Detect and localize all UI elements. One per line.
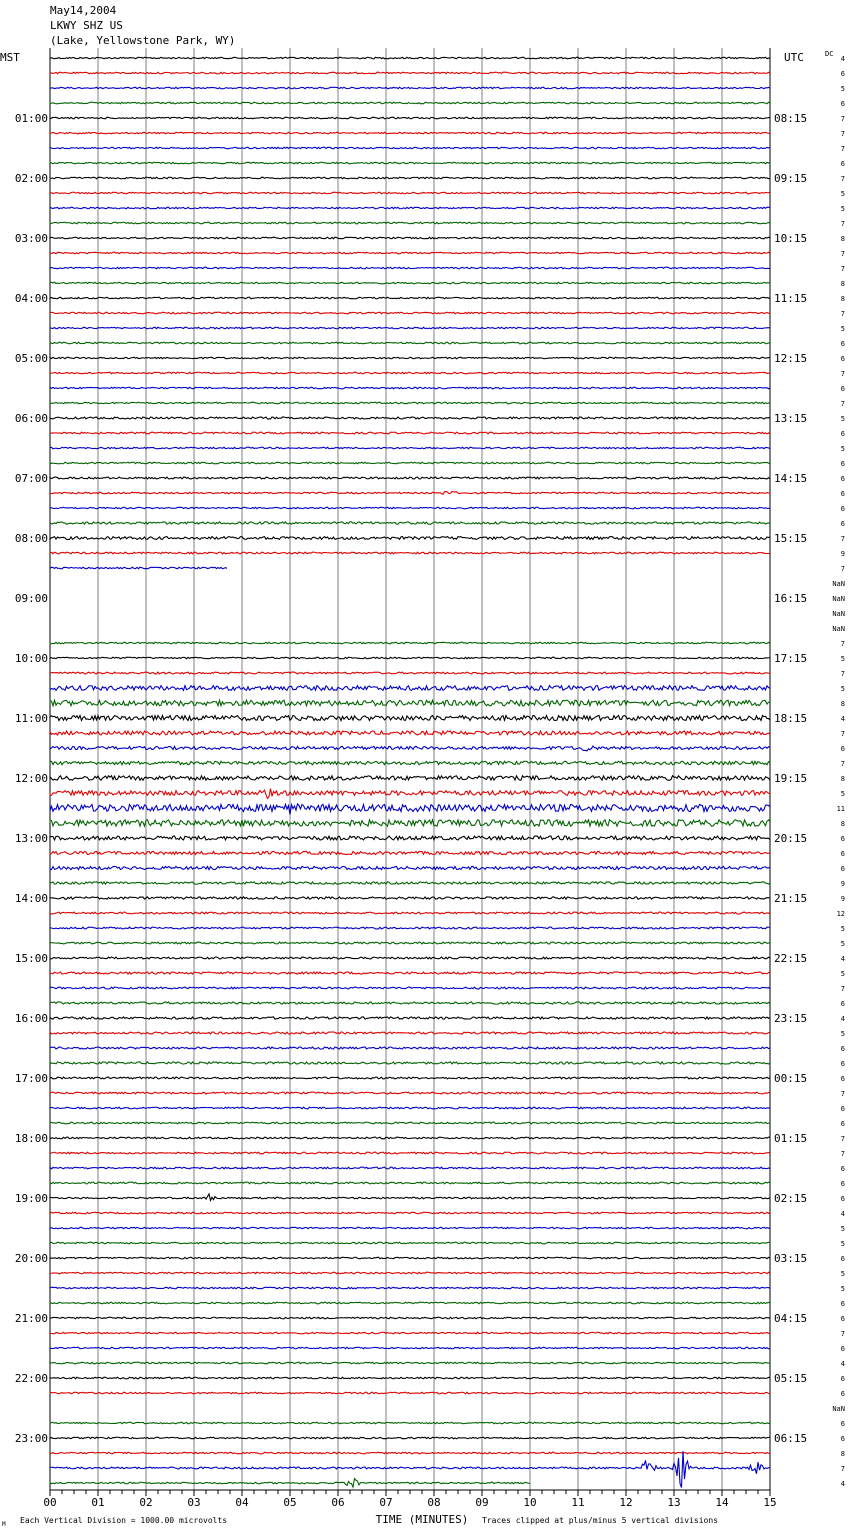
dc-offset-value: 7	[840, 115, 845, 123]
hour-label-utc: 12:15	[774, 352, 808, 365]
x-axis-title: TIME (MINUTES)	[375, 1513, 469, 1526]
hour-label-utc: 11:15	[774, 292, 808, 305]
seismic-traces	[50, 57, 770, 1487]
x-tick-label: 14	[715, 1496, 729, 1509]
seismic-trace	[50, 1392, 770, 1394]
dc-offset-value: 7	[840, 730, 845, 738]
hour-label-mst: 10:00	[14, 652, 48, 665]
seismic-trace	[50, 1062, 770, 1064]
seismic-trace	[50, 72, 770, 74]
seismic-trace	[50, 700, 770, 706]
seismic-trace	[50, 1332, 770, 1334]
seismic-trace	[50, 432, 770, 434]
seismic-trace	[50, 147, 770, 149]
seismic-trace	[50, 731, 770, 735]
seismic-trace	[50, 957, 770, 959]
dc-offset-value: 7	[840, 220, 845, 228]
dc-offset-value: 7	[840, 760, 845, 768]
hour-label-utc: 23:15	[774, 1012, 808, 1025]
seismic-trace	[50, 162, 770, 164]
seismic-trace	[50, 1347, 770, 1349]
seismic-trace	[50, 972, 770, 974]
dc-offset-value: 4	[840, 55, 845, 63]
dc-offset-value: 8	[840, 235, 845, 243]
dc-offset-value: 7	[840, 145, 845, 153]
dc-offset-value: 5	[840, 190, 845, 198]
seismic-trace	[50, 804, 770, 815]
dc-offset-value: 8	[840, 775, 845, 783]
dc-offset-value: 6	[840, 355, 845, 363]
dc-offset-value: 5	[840, 1285, 845, 1293]
seismic-trace	[50, 237, 770, 239]
dc-offset-value: 5	[840, 685, 845, 693]
dc-offset-value: 7	[840, 985, 845, 993]
x-tick-label: 00	[43, 1496, 57, 1509]
vertical-division-note: Each Vertical Division = 1000.00 microvolts	[20, 1516, 228, 1525]
dc-offset-value: 7	[840, 310, 845, 318]
seismic-trace	[50, 1302, 770, 1304]
dc-offset-value: 6	[840, 160, 845, 168]
dc-offset-value: 5	[840, 790, 845, 798]
dc-offset-value: 7	[840, 565, 845, 573]
seismic-trace	[50, 327, 770, 329]
hour-label-utc: 17:15	[774, 652, 808, 665]
seismic-trace	[50, 1242, 770, 1244]
seismic-trace	[50, 1107, 770, 1109]
dc-offset-value: 9	[840, 895, 845, 903]
seismic-trace	[50, 1272, 770, 1274]
dc-label: DC	[825, 50, 834, 58]
seismic-trace	[50, 372, 770, 374]
dc-offset-value: 7	[840, 130, 845, 138]
seismic-trace	[50, 715, 770, 720]
seismic-trace	[50, 912, 770, 914]
dc-offset-value: 6	[840, 520, 845, 528]
seismic-trace	[50, 312, 770, 314]
dc-offset-value: 7	[840, 1135, 845, 1143]
seismic-trace	[50, 522, 770, 524]
dc-offset-value: 7	[840, 535, 845, 543]
dc-offset-value: 7	[840, 1465, 845, 1473]
seismic-trace	[50, 987, 770, 989]
dc-offset-value: 6	[840, 1420, 845, 1428]
seismic-trace	[50, 851, 770, 854]
hour-label-mst: 09:00	[14, 592, 48, 605]
seismic-trace	[50, 686, 770, 691]
clipping-note: Traces clipped at plus/minus 5 vertical divisions	[482, 1516, 719, 1525]
dc-offset-value: 5	[840, 925, 845, 933]
dc-offset-value: 7	[840, 640, 845, 648]
hour-label-mst: 16:00	[14, 1012, 48, 1025]
dc-offset-value: 6	[840, 385, 845, 393]
dc-offset-value: NaN	[832, 595, 845, 603]
hour-label-utc: 10:15	[774, 232, 808, 245]
seismic-trace	[50, 1152, 770, 1154]
seismic-trace	[50, 447, 770, 449]
hour-label-utc: 13:15	[774, 412, 808, 425]
mst-label: MST	[0, 51, 20, 64]
hour-label-utc: 15:15	[774, 532, 808, 545]
dc-offset-value: 6	[840, 475, 845, 483]
seismic-trace	[50, 192, 770, 194]
hour-label-utc: 20:15	[774, 832, 808, 845]
x-tick-label: 03	[187, 1496, 201, 1509]
x-tick-label: 11	[571, 1496, 585, 1509]
dc-offset-value: 5	[840, 325, 845, 333]
seismic-trace	[50, 567, 227, 569]
hour-label-utc: 14:15	[774, 472, 808, 485]
dc-offset-value: 6	[840, 1390, 845, 1398]
dc-offset-value: 5	[840, 205, 845, 213]
dc-offset-value: 8	[840, 700, 845, 708]
dc-offset-value: 6	[840, 490, 845, 498]
dc-offset-value: 7	[840, 370, 845, 378]
seismic-trace	[50, 1287, 770, 1289]
dc-offset-value: 6	[840, 1255, 845, 1263]
seismic-trace	[50, 642, 770, 644]
seismic-trace	[50, 477, 770, 479]
seismic-trace	[50, 776, 770, 780]
seismic-trace	[50, 402, 770, 404]
dc-offset-value: 7	[840, 265, 845, 273]
dc-offset-value: 9	[840, 550, 845, 558]
seismic-trace	[50, 1077, 770, 1079]
hour-label-utc: 22:15	[774, 952, 808, 965]
hour-label-mst: 22:00	[14, 1372, 48, 1385]
dc-offset-value: 7	[840, 1330, 845, 1338]
hour-label-utc: 00:15	[774, 1072, 808, 1085]
x-tick-label: 13	[667, 1496, 681, 1509]
dc-offset-value: 5	[840, 445, 845, 453]
dc-offset-value: 7	[840, 1090, 845, 1098]
seismic-trace	[50, 252, 770, 254]
dc-offset-value: 6	[840, 505, 845, 513]
seismic-trace	[50, 1257, 770, 1259]
seismic-trace	[50, 177, 770, 179]
seismic-trace	[50, 1167, 770, 1169]
dc-offset-value: 5	[840, 970, 845, 978]
dc-offset-value: 6	[840, 1000, 845, 1008]
seismic-trace	[50, 1182, 770, 1184]
dc-offset-value: 7	[840, 250, 845, 258]
seismic-trace	[50, 1002, 770, 1004]
seismic-trace	[50, 746, 770, 751]
hour-label-utc: 02:15	[774, 1192, 808, 1205]
dc-offset-value: NaN	[832, 1405, 845, 1413]
dc-offset-value: 8	[840, 295, 845, 303]
dc-offset-value: 6	[840, 100, 845, 108]
dc-offset-value: 6	[840, 1300, 845, 1308]
dc-offset-value: 11	[836, 805, 845, 813]
seismic-trace	[50, 57, 770, 59]
dc-offset-value: 4	[840, 1360, 845, 1368]
seismic-trace	[50, 537, 770, 540]
seismic-trace	[50, 1437, 770, 1439]
dc-offset-value: 6	[840, 1195, 845, 1203]
hour-label-mst: 06:00	[14, 412, 48, 425]
seismic-trace	[50, 1452, 770, 1454]
dc-offset-value: 5	[840, 940, 845, 948]
dc-offset-value: 4	[840, 1015, 845, 1023]
seismic-trace	[50, 102, 770, 104]
hour-label-mst: 11:00	[14, 712, 48, 725]
dc-offset-value: 6	[840, 1060, 845, 1068]
hour-label-mst: 07:00	[14, 472, 48, 485]
seismic-trace	[50, 1194, 770, 1201]
header-station: LKWY SHZ US	[50, 19, 123, 32]
seismic-trace	[50, 789, 770, 799]
seismic-trace	[50, 1377, 770, 1379]
hour-label-mst: 23:00	[14, 1432, 48, 1445]
hour-label-mst: 14:00	[14, 892, 48, 905]
dc-offset-value: 6	[840, 1345, 845, 1353]
dc-offset-value: 6	[840, 430, 845, 438]
seismic-trace	[50, 87, 770, 89]
hour-label-mst: 21:00	[14, 1312, 48, 1325]
dc-offset-value: NaN	[832, 625, 845, 633]
x-tick-label: 08	[427, 1496, 441, 1509]
dc-offset-value: 6	[840, 835, 845, 843]
x-tick-label: 04	[235, 1496, 249, 1509]
dc-offset-value: 7	[840, 1150, 845, 1158]
seismic-trace	[50, 942, 770, 944]
dc-offset-value: 6	[840, 745, 845, 753]
x-tick-label: 06	[331, 1496, 345, 1509]
dc-offset-value: 7	[840, 175, 845, 183]
dc-offset-value: 5	[840, 1270, 845, 1278]
seismic-trace	[50, 1017, 770, 1019]
hour-label-utc: 05:15	[774, 1372, 808, 1385]
hour-label-utc: 18:15	[774, 712, 808, 725]
hour-label-utc: 04:15	[774, 1312, 808, 1325]
seismic-trace	[50, 657, 770, 659]
dc-offset-value: 8	[840, 280, 845, 288]
seismic-trace	[50, 820, 770, 826]
dc-offset-value: 6	[840, 1120, 845, 1128]
time-grid	[50, 48, 770, 1496]
dc-offset-value: 6	[840, 70, 845, 78]
dc-offset-value: 8	[840, 820, 845, 828]
dc-offset-value: 4	[840, 1480, 845, 1488]
hour-label-mst: 08:00	[14, 532, 48, 545]
seismic-trace	[50, 866, 770, 869]
x-tick-label: 10	[523, 1496, 537, 1509]
seismic-trace	[50, 836, 770, 840]
dc-offset-value: 6	[840, 1105, 845, 1113]
hour-label-utc: 19:15	[774, 772, 808, 785]
seismic-trace	[50, 927, 770, 929]
seismic-trace	[50, 761, 770, 765]
dc-offset-value: 5	[840, 415, 845, 423]
x-tick-label: 07	[379, 1496, 393, 1509]
seismic-trace	[50, 357, 770, 359]
seismic-trace	[50, 1032, 770, 1034]
seismic-trace	[50, 507, 770, 509]
dc-offset-value: 8	[840, 1450, 845, 1458]
dc-offset-value: 6	[840, 1435, 845, 1443]
seismic-trace	[50, 897, 770, 899]
x-tick-label: 09	[475, 1496, 489, 1509]
hour-label-utc: 08:15	[774, 112, 808, 125]
dc-offset-value: 6	[840, 1045, 845, 1053]
seismic-trace	[50, 491, 770, 494]
x-tick-label: 15	[763, 1496, 777, 1509]
dc-offset-value: 6	[840, 460, 845, 468]
x-tick-label: 12	[619, 1496, 633, 1509]
seismic-trace	[50, 1362, 770, 1364]
hour-label-utc: 16:15	[774, 592, 808, 605]
seismic-trace	[50, 882, 770, 884]
dc-offset-value: 4	[840, 1210, 845, 1218]
seismic-trace	[50, 1227, 770, 1229]
seismic-trace	[50, 297, 770, 299]
x-tick-label: 05	[283, 1496, 297, 1509]
hour-label-mst: 02:00	[14, 172, 48, 185]
seismic-trace	[50, 1317, 770, 1319]
dc-offset-value: 4	[840, 715, 845, 723]
dc-offset-value: 12	[836, 910, 845, 918]
seismic-trace	[50, 207, 770, 209]
dc-offset-value: 4	[840, 955, 845, 963]
seismic-trace	[50, 1137, 770, 1139]
hour-label-mst: 04:00	[14, 292, 48, 305]
hour-label-utc: 01:15	[774, 1132, 808, 1145]
dc-offset-value: 5	[840, 655, 845, 663]
dc-offset-value: NaN	[832, 610, 845, 618]
dc-offset-value: 6	[840, 1075, 845, 1083]
seismic-trace	[50, 267, 770, 269]
dc-offset-value: 6	[840, 1315, 845, 1323]
seismic-trace	[50, 342, 770, 344]
dc-offset-value: 5	[840, 1030, 845, 1038]
axis-labels	[0, 50, 845, 1528]
hour-label-utc: 21:15	[774, 892, 808, 905]
hour-label-mst: 15:00	[14, 952, 48, 965]
dc-offset-value: 6	[840, 1375, 845, 1383]
x-tick-label: 01	[91, 1496, 105, 1509]
hour-label-mst: 20:00	[14, 1252, 48, 1265]
seismic-trace	[50, 132, 770, 134]
seismic-trace	[50, 117, 770, 119]
dc-offset-value: 6	[840, 850, 845, 858]
seismic-trace	[50, 282, 770, 284]
hour-label-mst: 13:00	[14, 832, 48, 845]
dc-offset-value: NaN	[832, 580, 845, 588]
dc-offset-value: 9	[840, 880, 845, 888]
seismic-trace	[50, 462, 770, 464]
seismic-trace	[50, 672, 770, 674]
seismic-trace	[50, 1092, 770, 1094]
hour-label-utc: 09:15	[774, 172, 808, 185]
dc-offset-value: 5	[840, 1240, 845, 1248]
seismic-trace	[50, 387, 770, 389]
seismic-trace	[50, 1451, 770, 1487]
header-location: (Lake, Yellowstone Park, WY)	[50, 34, 236, 47]
dc-offset-value: 7	[840, 670, 845, 678]
seismic-trace	[50, 1212, 770, 1214]
seismic-trace	[50, 552, 770, 554]
dc-offset-value: 6	[840, 1180, 845, 1188]
dc-offset-value: 5	[840, 85, 845, 93]
hour-label-mst: 12:00	[14, 772, 48, 785]
hour-label-mst: 18:00	[14, 1132, 48, 1145]
seismic-trace	[50, 222, 770, 224]
hour-label-utc: 06:15	[774, 1432, 808, 1445]
dc-offset-value: 6	[840, 865, 845, 873]
header-date: May14,2004	[50, 4, 117, 17]
dc-offset-value: 7	[840, 400, 845, 408]
hour-label-mst: 17:00	[14, 1072, 48, 1085]
hour-label-mst: 05:00	[14, 352, 48, 365]
seismic-trace	[50, 417, 770, 419]
seismic-trace	[50, 1422, 770, 1424]
hour-label-mst: 03:00	[14, 232, 48, 245]
corner-mark: M	[2, 1521, 6, 1528]
hour-label-utc: 03:15	[774, 1252, 808, 1265]
seismic-trace	[50, 1047, 770, 1049]
seismic-trace	[50, 1122, 770, 1124]
dc-offset-value: 6	[840, 340, 845, 348]
utc-label: UTC	[784, 51, 804, 64]
hour-label-mst: 19:00	[14, 1192, 48, 1205]
hour-label-mst: 01:00	[14, 112, 48, 125]
dc-offset-value: 5	[840, 1225, 845, 1233]
x-tick-label: 02	[139, 1496, 153, 1509]
dc-offset-value: 6	[840, 1165, 845, 1173]
